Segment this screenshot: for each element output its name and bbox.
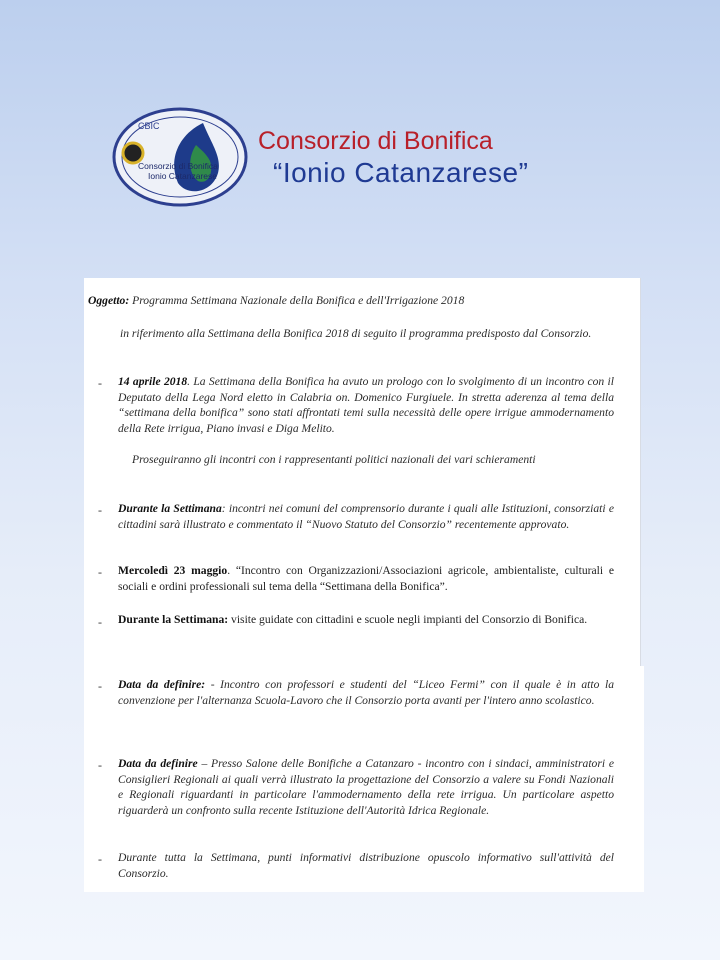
bullet-dash: - [98, 615, 102, 629]
organization-subtitle: “Ionio Catanzarese” [273, 157, 529, 188]
bullet-dash: - [98, 565, 102, 579]
item-6-label: Data da definire [118, 757, 198, 770]
item-4-text: visite guidate con cittadini e scuole negli impianti del Consorzio di Bonifica. [228, 613, 588, 626]
letterhead [108, 105, 608, 215]
logo-text-line2: Ionio Catanzarese [148, 171, 217, 181]
program-item-5 [118, 677, 614, 708]
program-item-6 [118, 756, 614, 818]
bullet-dash: - [98, 852, 102, 866]
program-item-1 [118, 374, 614, 436]
subject-text: Programma Settimana Nazionale della Bonifica e dell'Irrigazione 2018 [129, 294, 465, 307]
program-item-1-extra: Proseguiranno gli incontri con i rappresentanti politici nazionali dei vari schieramenti [132, 453, 536, 466]
logo-small-text: CBIC [138, 121, 160, 131]
program-item-7: Durante tutta la Settimana, punti informativi distribuzione opuscolo informativo sull'attività del Consorzio. [118, 851, 614, 880]
consorzio-logo [108, 105, 263, 210]
item-3-text: . “Incontro con Organizzazioni/Associazioni agricole, ambientaliste, culturali e sociali e ordini professionali sul tema della “Settimana della Bonifica”. [118, 564, 614, 593]
item-5-label: Data da definire: [118, 678, 206, 691]
item-4-label: Durante la Settimana: [118, 613, 229, 626]
subject-label: Oggetto: [88, 294, 130, 307]
organization-name: Consorzio di Bonifica [258, 127, 493, 155]
item-5-text: - Incontro con professori e studenti del “Liceo Fermi” con il quale è in atto la convenzione per l'alternanza Scuola-Lavoro che il Consorzio porta avanti per l'intero anno scolastico. [118, 678, 614, 707]
item-2-text: : incontri nei comuni del comprensorio durante i quali alle Istituzioni, consorziati e cittadini sarà illustrato e commentato il “Nuovo Statuto del Consorzio” recentemente approvato. [118, 502, 615, 531]
program-item-4 [118, 612, 614, 628]
item-2-label: Durante la Settimana [118, 502, 222, 515]
item-1-label: 14 aprile 2018 [118, 375, 188, 388]
item-3-label: Mercoledì 23 maggio [118, 564, 228, 577]
bullet-dash: - [98, 503, 102, 517]
bullet-dash: - [98, 758, 102, 772]
subject-line [88, 294, 636, 307]
program-item-3 [118, 563, 614, 594]
bullet-dash: - [98, 679, 102, 693]
program-item-2 [118, 501, 614, 532]
item-6-text: – Presso Salone delle Bonifiche a Catanzaro - incontro con i sindaci, amministratori e Consiglieri Regionali ai quali verrà illustrato la progettazione del Consorzio a valere su Fondi Nazionali e Regionali riguardanti in particolare l'ammodernamento della rete irrigua. Un particolare aspetto riguarderà un confronto sulla recente Istituzione dell'Autorità Idrica Regionale. [118, 757, 614, 817]
logo-text-line1: Consorzio di Bonifica [138, 161, 218, 171]
item-1-text: . La Settimana della Bonifica ha avuto un prologo con lo svolgimento di un incontro con il Deputato della Lega Nord eletto in Calabria on. Domenico Furgiuele. In stretta aderenza al tema della “settimana della bonifica” sono stati affrontati temi sulla necessità delle opere irrigue ammodernamento della Rete irrigua, Piano invasi e Diga Melito. [118, 375, 614, 435]
intro-paragraph: in riferimento alla Settimana della Bonifica 2018 di seguito il programma predisposto dal Consorzio. [120, 327, 592, 340]
bullet-dash: - [98, 376, 102, 390]
